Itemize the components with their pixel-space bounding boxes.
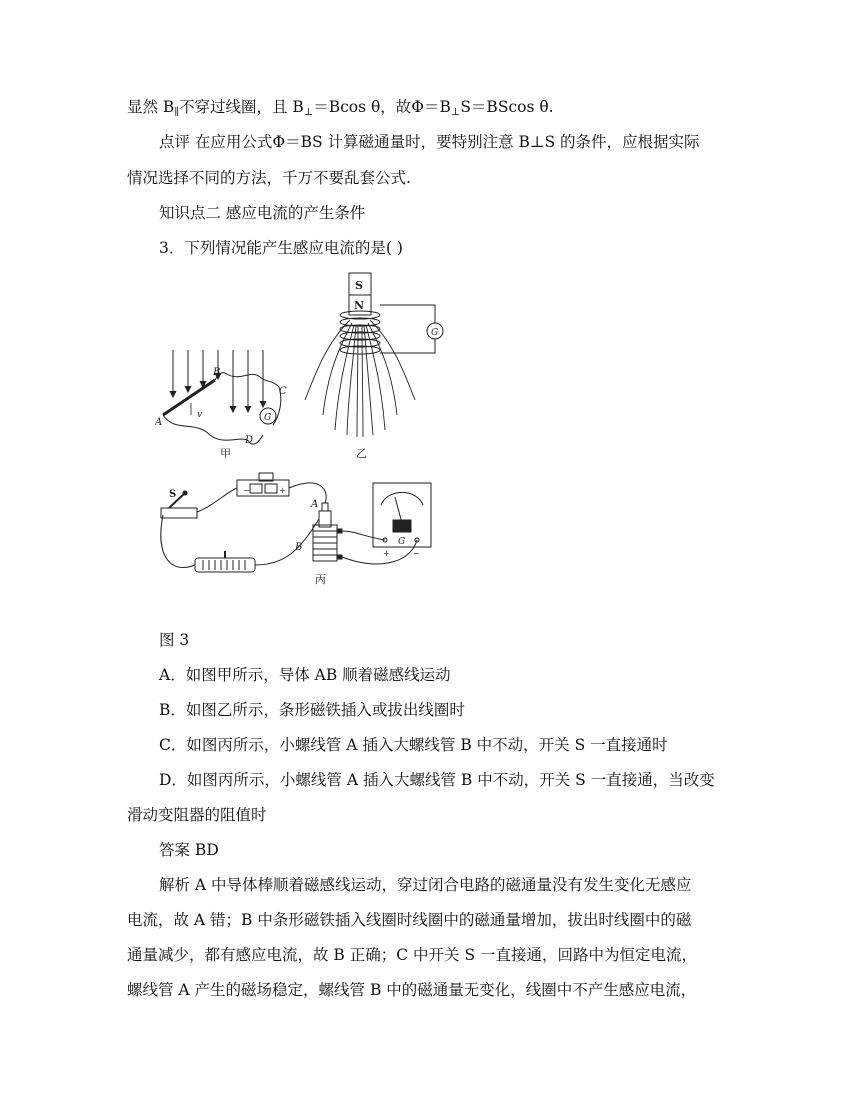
subscript: ∥ bbox=[174, 107, 179, 118]
subscript: ⊥ bbox=[450, 107, 461, 118]
label-s: S bbox=[355, 279, 363, 292]
option-a: A．如图甲所示，导体 AB 顺着磁感线运动 bbox=[159, 666, 451, 684]
option-d-line-1: D．如图丙所示，小螺线管 A 插入大螺线管 B 中不动，开关 S 一直接通，当改变 bbox=[159, 771, 715, 789]
option-d-line-2: 滑动变阻器的阻值时 bbox=[127, 806, 267, 824]
text-segment: S＝BScos θ. bbox=[460, 98, 554, 116]
caption-bing: 丙 bbox=[315, 573, 326, 586]
figure-caption: 图 3 bbox=[159, 631, 190, 649]
rheostat[interactable] bbox=[195, 558, 255, 572]
field-lines bbox=[305, 320, 415, 437]
text-segment: 显然 B bbox=[127, 98, 175, 116]
figure-jia bbox=[155, 350, 287, 460]
label-a: A bbox=[311, 499, 319, 510]
label-minus: − bbox=[243, 486, 250, 495]
analysis-line-2: 电流，故 A 错；B 中条形磁铁插入线圈时线圈中的磁通量增加，拔出时线圈中的磁 bbox=[127, 911, 692, 929]
label-g: G bbox=[398, 537, 406, 547]
label-v: v bbox=[197, 410, 203, 420]
label-s: S bbox=[169, 489, 177, 500]
analysis-line-3: 通量减少，都有感应电流，故 B 正确；C 中开关 S 一直接通，回路中为恒定电流， bbox=[127, 946, 698, 964]
comment-line-2: 情况选择不同的方法，千万不要乱套公式. bbox=[127, 169, 411, 187]
question-stem: 3．下列情况能产生感应电流的是( ) bbox=[159, 239, 403, 257]
label-plus: + bbox=[279, 486, 286, 495]
text-line-1 bbox=[127, 97, 554, 123]
figure-bing bbox=[161, 473, 431, 586]
option-b: B．如图乙所示，条形磁铁插入或拔出线圈时 bbox=[159, 701, 465, 719]
subscript: ⊥ bbox=[303, 107, 314, 118]
section-heading: 知识点二 感应电流的产生条件 bbox=[159, 204, 366, 222]
label-n: N bbox=[354, 299, 365, 312]
analysis-line-4: 螺线管 A 产生的磁场稳定，螺线管 B 中的磁通量无变化，线圈中不产生感应电流， bbox=[127, 981, 697, 999]
option-c: C．如图丙所示，小螺线管 A 插入大螺线管 B 中不动，开关 S 一直接通时 bbox=[159, 736, 668, 754]
comment-line-1: 点评 在应用公式Φ＝BS 计算磁通量时，要特别注意 B⊥S 的条件，应根据实际 bbox=[159, 133, 700, 151]
coil bbox=[340, 311, 380, 354]
label-c: C bbox=[279, 386, 287, 397]
label-g: G bbox=[431, 328, 439, 338]
figure-3 bbox=[155, 265, 455, 615]
text-segment: 不穿过线圈，且 B bbox=[178, 98, 304, 116]
label-d: D bbox=[245, 435, 254, 446]
caption-yi: 乙 bbox=[356, 447, 367, 460]
analysis-line-1: 解析 A 中导体棒顺着磁感线运动，穿过闭合电路的磁通量没有发生变化无感应 bbox=[159, 876, 692, 894]
terminal-plus: + bbox=[383, 549, 390, 558]
label-a: A bbox=[155, 417, 163, 428]
switch-base[interactable] bbox=[161, 508, 197, 518]
terminal-minus: − bbox=[413, 549, 420, 558]
label-b: B bbox=[295, 542, 303, 553]
text-segment: ＝Bcos θ，故Φ＝B bbox=[313, 98, 451, 116]
figure-yi bbox=[305, 273, 443, 460]
answer: 答案 BD bbox=[159, 841, 219, 859]
caption-jia: 甲 bbox=[220, 447, 231, 460]
label-b: B bbox=[213, 367, 221, 378]
label-g: G bbox=[264, 413, 272, 423]
